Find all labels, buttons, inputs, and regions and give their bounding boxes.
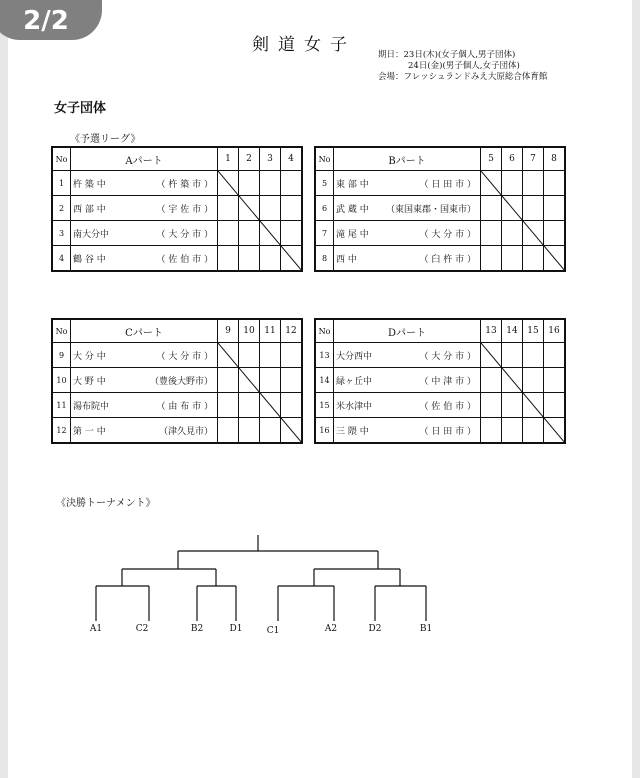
school-name: 滝 尾 中 [336, 229, 369, 240]
team-no: 13 [315, 343, 334, 368]
team-no: 7 [315, 221, 334, 246]
school-name: 第 一 中 [73, 426, 106, 437]
round-col-header: 15 [523, 319, 544, 343]
city-name: （津久見市） [158, 426, 213, 437]
school-name: 大 野 中 [73, 376, 106, 387]
round-col-header: 11 [260, 319, 281, 343]
round-col-header: 9 [218, 319, 239, 343]
school-name: 西 部 中 [73, 204, 106, 215]
round-col-header: 1 [218, 147, 239, 171]
venue-line: 会場：フレッシュランドみえ大原総合体育館 [378, 72, 548, 82]
section-title: 女子団体 [54, 101, 107, 116]
bracket-slot-label: C1 [266, 626, 280, 636]
date-line-2: 24日(金)(男子個人,女子団体) [408, 61, 520, 71]
round-col-header: 10 [239, 319, 260, 343]
team-no: 10 [52, 368, 71, 393]
team-no: 1 [52, 171, 71, 196]
school-name: 米水津中 [336, 401, 373, 412]
team-no: 9 [52, 343, 71, 368]
round-col-header: 16 [544, 319, 566, 343]
round-col-header: 4 [281, 147, 303, 171]
round-col-header: 2 [239, 147, 260, 171]
bracket-slot-label: D1 [229, 624, 243, 634]
city-name: （ 宇 佐 市 ） [156, 204, 213, 215]
city-name: （東国東郡・国東市） [385, 204, 476, 215]
team-no: 3 [52, 221, 71, 246]
bracket-slot-label: B2 [190, 624, 204, 634]
city-name: （ 日 田 市 ） [419, 179, 476, 190]
round-col-header: 3 [260, 147, 281, 171]
school-name: 三 隈 中 [336, 426, 369, 437]
no-header: No [315, 147, 334, 171]
school-name: 大分西中 [336, 351, 373, 362]
school-name: 西 中 [336, 254, 357, 265]
round-col-header: 14 [502, 319, 523, 343]
school-name: 鶴 谷 中 [73, 254, 106, 265]
city-name: （ 大 分 市 ） [156, 229, 213, 240]
date-line-1: 期日：23日(木)(女子個人,男子団体) [378, 50, 516, 60]
page-counter-badge: 2/2 [0, 0, 102, 40]
city-name: （豊後大野市） [149, 376, 213, 387]
round-col-header: 5 [481, 147, 502, 171]
round-col-header: 6 [502, 147, 523, 171]
bracket-slot-label: B1 [419, 624, 433, 634]
team-no: 12 [52, 418, 71, 444]
school-name: 緑ヶ丘中 [336, 376, 373, 387]
city-name: （ 由 布 市 ） [156, 401, 213, 412]
team-no: 4 [52, 246, 71, 272]
part-name: Aパート [71, 147, 218, 171]
round-col-header: 12 [281, 319, 303, 343]
city-name: （ 大 分 市 ） [419, 229, 476, 240]
bracket-slot-label: C2 [135, 624, 149, 634]
team-no: 11 [52, 393, 71, 418]
document-title: 剣道女子 [252, 35, 356, 55]
round-col-header: 13 [481, 319, 502, 343]
final-tournament-label: 《決勝トーナメント》 [56, 498, 156, 509]
team-no: 15 [315, 393, 334, 418]
prelim-league-label: 《予選リーグ》 [70, 134, 141, 145]
city-name: （ 大 分 市 ） [156, 351, 213, 362]
team-no: 5 [315, 171, 334, 196]
school-name: 湯布院中 [73, 401, 110, 412]
round-col-header: 7 [523, 147, 544, 171]
no-header: No [52, 147, 71, 171]
part-name: Bパート [334, 147, 481, 171]
city-name: （ 佐 伯 市 ） [156, 254, 213, 265]
city-name: （ 臼 杵 市 ） [419, 254, 476, 265]
part-name: Dパート [334, 319, 481, 343]
school-name: 南大分中 [73, 229, 110, 240]
city-name: （ 杵 築 市 ） [156, 179, 213, 190]
school-name: 武 蔵 中 [336, 204, 369, 215]
bracket-slot-label: D2 [368, 624, 382, 634]
team-no: 14 [315, 368, 334, 393]
no-header: No [315, 319, 334, 343]
school-name: 杵 築 中 [73, 179, 106, 190]
city-name: （ 中 津 市 ） [419, 376, 476, 387]
bracket-slot-label: A2 [324, 624, 338, 634]
city-name: （ 大 分 市 ） [419, 351, 476, 362]
team-no: 8 [315, 246, 334, 272]
part-name: Cパート [71, 319, 218, 343]
city-name: （ 日 田 市 ） [419, 426, 476, 437]
round-col-header: 8 [544, 147, 566, 171]
no-header: No [52, 319, 71, 343]
city-name: （ 佐 伯 市 ） [419, 401, 476, 412]
bracket-slot-label: A1 [89, 624, 103, 634]
team-no: 16 [315, 418, 334, 444]
school-name: 大 分 中 [73, 351, 106, 362]
team-no: 6 [315, 196, 334, 221]
team-no: 2 [52, 196, 71, 221]
school-name: 東 部 中 [336, 179, 369, 190]
